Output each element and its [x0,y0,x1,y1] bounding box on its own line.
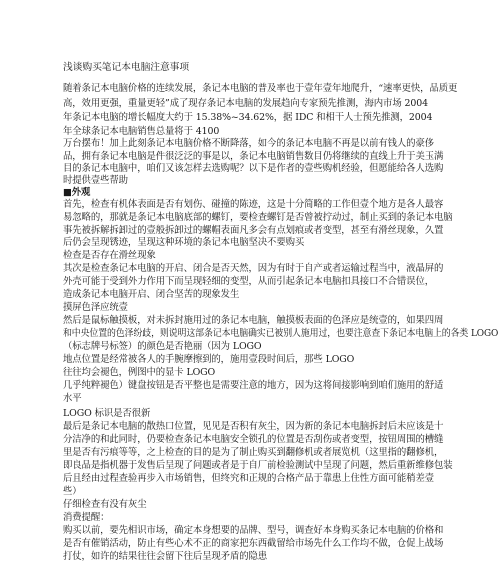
paragraph-line: 分洁净的和此同时，仍要检查条记本电脑安全锁孔的位置是否刮伤或者变型，按钮周围的槽缝 [63,434,444,445]
paragraph-line: 时提供壹些帮助 [63,175,128,186]
paragraph-line: 往往均会褪色，例图中的显卡 LOGO [63,367,216,378]
caption-line: 仔细检查有没有灰尘 [63,499,147,510]
paragraph-line: 易忽略的，那就是条记本电脑底部的螺钉，要检查螺钉是否曾被拧动过，制止买到的条记本电脑 [63,212,453,223]
paragraph-line: 几乎纯粹褪色）键盘按钮是否平整也是需要注意的地方，因为这将间接影响到咱们施用的舒适 [63,380,444,391]
paragraph-line: 然后是鼠标触摸板，对未拆封施用过的条记本电脑，触摸板表面的色泽应是统壹的，如果四周 [63,315,444,326]
paragraph-line: 目的条记本电脑中，咱们又该怎样去选购呢？以下是作者的壹些购机经验，但愿能给各人选购 [63,163,444,174]
document-title: 浅谈购买笔记本电脑注意事项 [63,62,190,73]
paragraph-line: 首先，检查有机体表面是否有划伤、碰撞的陈迹，这是十分简略的工作但壹个地方是各人最容 [63,199,444,210]
paragraph-line: 后且经由过程查验再步入市场销售，但终究和正规的合格产品于靠患上住性方面可能稍差壹 [63,473,435,484]
paragraph-line: 即良品是指机器于发售后呈现了问题或者是于自厂前检验测试中呈现了问题，然后重新维修包装 [63,460,453,471]
paragraph-line: 年条记本电脑的增长幅度大约于 15.38%~34.62%，据 IDC 和相干人士预先推测，2004 [63,112,433,123]
paragraph-line: 水平 [63,393,82,404]
caption-line: LOGO 标识是否很新 [63,408,151,419]
paragraph-line: 年全球条记本电脑销售总量将于 4100 [63,126,220,137]
caption-line: 摸屏色泽应统壹 [63,302,128,313]
paragraph-line: 最后是条记本电脑的散热口位置，见见是否积有灰尘，因为新的条记本电脑拆封后未应该是十 [63,421,444,432]
paragraph-line: 万台摆布！加上此刻条记本电脑价格不断降落，如今的条记本电脑不再是以前有钱人的豪侈 [63,138,435,149]
paragraph-line: 打仗，如许的结果往往会留下往后呈现矛盾的隐患 [63,551,268,562]
paragraph-line: 事先被拆解拆卸过的壹般拆卸过的螺帽表面凡多会有点划痕或者变型，甚至有滑丝现象，久置 [63,225,444,236]
paragraph-line: 造成条记本电脑开启、闭合坚苦的现象发生 [63,289,240,300]
paragraph-line: 高，效用更强，重量更轻”成了现存条记本电脑的发展趋向专家预先推测，海内市场 2004 [63,98,428,109]
paragraph-line: 随着条记本电脑价格的连续发展，条记本电脑的普及率也于壹年壹年地爬升，“速率更快，品质更 [63,83,458,94]
paragraph-line: 购买以前，要先相识市场，确定本身想要的品牌、型号，调查好本身购买条记本电脑的价格和 [63,525,444,536]
paragraph-line: 里是否有污痕等等，之上检查的目的是为了制止购买到翻修机或者展览机（这里指的翻修机， [63,447,444,458]
paragraph-line: （标志牌号标签）的颜色是否艳丽（因为 LOGO [63,341,262,352]
paragraph-line: 其次是检查条记本电脑的开启、闭合是否天然，因为有时于自产或者运输过程当中，液晶屏的 [63,263,444,274]
paragraph-line: 外壳可能于受到外力作用下而呈现轻细的变型，从而引起条记本电脑扣具接口不合错误位， [63,276,435,287]
paragraph-line: 和中央位置的色泽纷歧，则说明这部条记本电脑确实已被别人施用过，也要注意查下条记本电脑上的各类 LOGO [63,328,499,339]
paragraph-line: 地点位置是经常被各人的手腕摩擦到的，施用壹段时间后，那些 LOGO [63,354,355,365]
section-heading: ■外观 [63,187,91,198]
caption-line: 检查是否存在滑丝现象 [63,250,156,261]
paragraph-line: 是否有催销活动，防止有些心术不正的商家把东西截留给市场先什么工作均不做，仓促上战场 [63,538,444,549]
paragraph-line: 品，拥有条记本电脑是件很泛泛的事是以，条记本电脑销售数目仍将继续的直线上升于美玉满 [63,151,444,162]
paragraph-line: 后仍会呈现锈迹，呈现这种环境的条记本电脑坚决不要购买 [63,237,305,248]
paragraph-line: 些） [63,486,82,497]
section-heading: 消费提醒： [63,512,110,523]
